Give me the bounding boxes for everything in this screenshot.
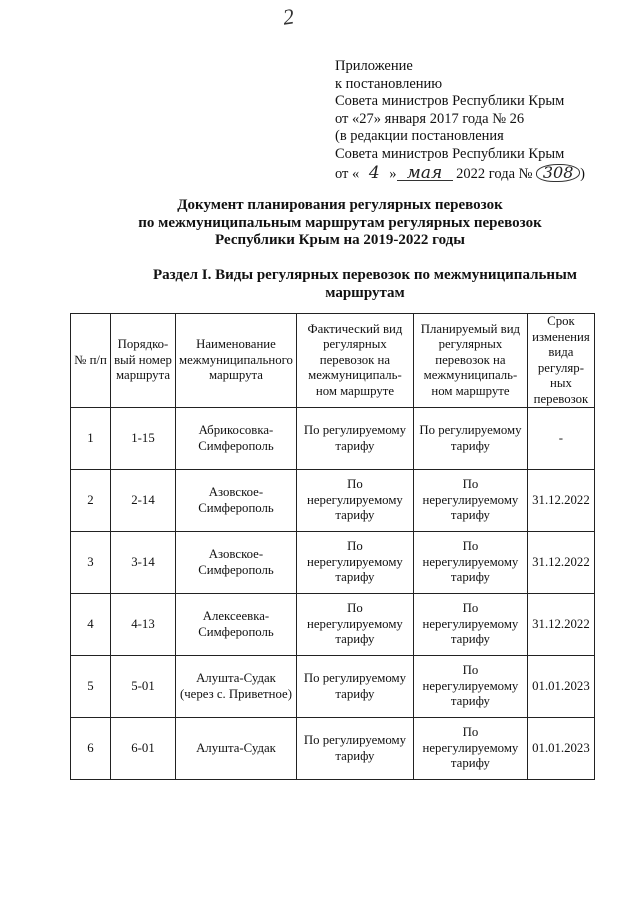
cell-route-no: 2-14 bbox=[111, 470, 176, 532]
header-no: № п/п bbox=[71, 314, 111, 408]
title-line: по межмуниципальным маршрутам регулярных перевозок bbox=[138, 214, 542, 231]
appendix-date-line: от « 4 » мая 2022 года № 308 ) bbox=[335, 162, 585, 183]
document-title bbox=[60, 197, 620, 250]
cell-no: 2 bbox=[71, 470, 111, 532]
cell-planned-type: По нерегулируемому тарифу bbox=[413, 594, 527, 656]
cell-planned-type: По регулируемому тарифу bbox=[413, 408, 527, 470]
cell-deadline: 31.12.2022 bbox=[527, 470, 594, 532]
appendix-line: Приложение bbox=[335, 58, 413, 74]
cell-planned-type: По нерегулируемому тарифу bbox=[413, 532, 527, 594]
section-title: Раздел I. Виды регулярных перевозок по межмуниципальным маршрутам bbox=[152, 267, 578, 301]
cell-no: 3 bbox=[71, 532, 111, 594]
table-row bbox=[71, 532, 595, 594]
appendix-block bbox=[335, 58, 585, 183]
cell-deadline: 31.12.2022 bbox=[527, 532, 594, 594]
routes-table bbox=[70, 313, 595, 780]
date-suffix: ) bbox=[580, 165, 585, 182]
cell-deadline: - bbox=[527, 408, 594, 470]
table-header-row bbox=[71, 314, 595, 408]
cell-route-name: Азовское-Симферополь bbox=[176, 470, 297, 532]
appendix-line: от «27» января 2017 года № 26 bbox=[335, 110, 525, 127]
cell-actual-type: По регулируемому тарифу bbox=[296, 718, 413, 780]
cell-deadline: 31.12.2022 bbox=[527, 594, 594, 656]
table-row bbox=[71, 594, 595, 656]
cell-planned-type: По нерегулируемому тарифу bbox=[413, 656, 527, 718]
header-route-no: Порядко-вый номер маршрута bbox=[111, 314, 176, 408]
title-line: Документ планирования регулярных перевозок bbox=[177, 197, 503, 213]
cell-actual-type: По нерегулируемому тарифу bbox=[296, 594, 413, 656]
handwritten-month: мая bbox=[397, 166, 453, 181]
cell-deadline: 01.01.2023 bbox=[527, 656, 594, 718]
cell-route-no: 3-14 bbox=[111, 532, 176, 594]
cell-route-name: Алушта-Судак (через с. Приветное) bbox=[176, 656, 297, 718]
appendix-line: к постановлению bbox=[335, 75, 443, 92]
cell-actual-type: По регулируемому тарифу bbox=[296, 408, 413, 470]
cell-route-name: Азовское-Симферополь bbox=[176, 532, 297, 594]
cell-route-name: Абрикосовка-Симферополь bbox=[176, 408, 297, 470]
cell-route-name: Алушта-Судак bbox=[176, 718, 297, 780]
cell-no: 5 bbox=[71, 656, 111, 718]
appendix-line: Совета министров Республики Крым bbox=[335, 93, 565, 110]
header-planned-type: Планируемый вид регулярных перевозок на межмуниципаль-ном маршруте bbox=[413, 314, 527, 408]
title-line: Республики Крым на 2019-2022 годы bbox=[215, 232, 465, 248]
cell-actual-type: По нерегулируемому тарифу bbox=[296, 532, 413, 594]
table-row bbox=[71, 408, 595, 470]
cell-deadline: 01.01.2023 bbox=[527, 718, 594, 780]
cell-no: 4 bbox=[71, 594, 111, 656]
cell-route-name: Алексеевка-Симферополь bbox=[176, 594, 297, 656]
cell-planned-type: По нерегулируемому тарифу bbox=[413, 470, 527, 532]
appendix-line: (в редакции постановления bbox=[335, 128, 504, 145]
table-row bbox=[71, 470, 595, 532]
cell-route-no: 5-01 bbox=[111, 656, 176, 718]
appendix-line: Совета министров Республики Крым bbox=[335, 145, 565, 162]
cell-no: 6 bbox=[71, 718, 111, 780]
header-route-name: Наименование межмуниципального маршрута bbox=[176, 314, 297, 408]
handwritten-day: 4 bbox=[368, 162, 380, 183]
cell-route-no: 4-13 bbox=[111, 594, 176, 656]
date-prefix: от « bbox=[335, 165, 360, 182]
cell-route-no: 6-01 bbox=[111, 718, 176, 780]
cell-actual-type: По регулируемому тарифу bbox=[296, 656, 413, 718]
page-number: 2 bbox=[281, 3, 296, 30]
table-row bbox=[71, 718, 595, 780]
cell-actual-type: По нерегулируемому тарифу bbox=[296, 470, 413, 532]
header-actual-type: Фактический вид регулярных перевозок на межмуниципаль-ном маршруте bbox=[296, 314, 413, 408]
header-change-deadline: Срок изменения вида регуляр-ных перевозок bbox=[527, 314, 594, 408]
cell-route-no: 1-15 bbox=[111, 408, 176, 470]
cell-no: 1 bbox=[71, 408, 111, 470]
table-row bbox=[71, 656, 595, 718]
date-middle: 2022 года № bbox=[456, 165, 533, 182]
cell-planned-type: По нерегулируемому тарифу bbox=[413, 718, 527, 780]
handwritten-number: 308 bbox=[536, 164, 580, 182]
